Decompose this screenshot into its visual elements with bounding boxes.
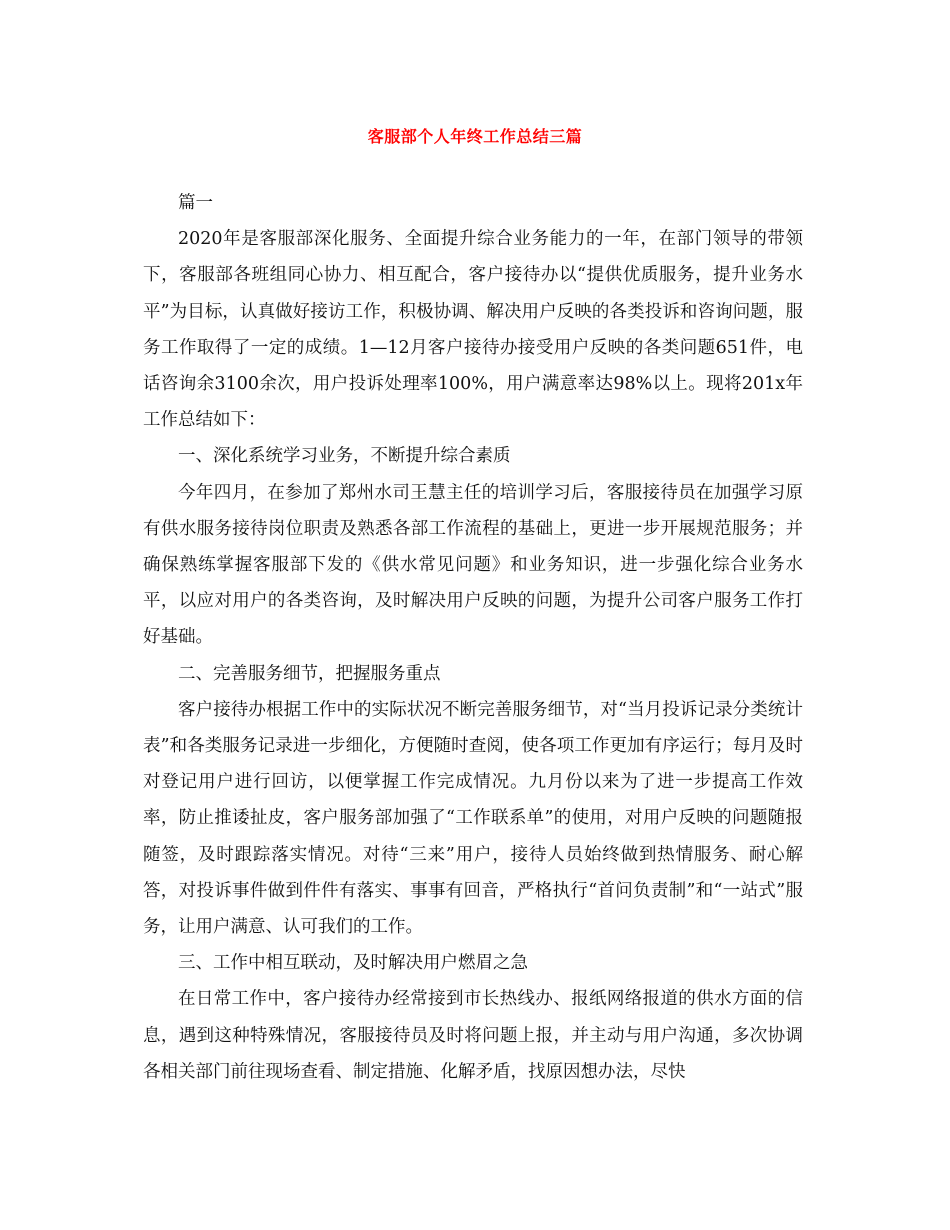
paragraph-section-2: 客户接待办根据工作中的实际状况不断完善服务细节，对“当月投诉记录分类统计表”和各类服务记录进一步细化，方便随时查阅，使各项工作更加有序运行；每月及时对登记用户进行回访，以便掌握工作完成情况。九月份以来为了进一步提高工作效率，防止推诿扯皮，客户服务部加强了“工作联系单”的使用，对用户反映的问题随报随签，及时跟踪落实情况。对待“三来”用户，接待人员始终做到热情服务、耐心解答，对投诉事件做到件件有落实、事事有回音，严格执行“首问负责制”和“一站式”服务，让用户满意、认可我们的工作。 (143, 699, 803, 938)
paragraph-section-1: 今年四月，在参加了郑州水司王慧主任的培训学习后，客服接待员在加强学习原有供水服务接待岗位职责及熟悉各部工作流程的基础上，更进一步开展规范服务；并确保熟练掌握客服部下发的《供水常见问题》和业务知识，进一步强化综合业务水平，以应对用户的各类咨询，及时解决用户反映的问题，为提升公司客户服务工作打好基础。 (143, 482, 803, 648)
document-body (143, 185, 803, 1090)
paragraph-intro: 2020年是客服部深化服务、全面提升综合业务能力的一年，在部门领导的带领下，客服部各班组同心协力、相互配合，客户接待办以“提供优质服务，提升业务水平”为目标，认真做好接访工作，积极协调、解决用户反映的各类投诉和咨询问题，服务工作取得了一定的成绩。1—12月客户接待办接受用户反映的各类问题651件，电话咨询余3100余次，用户投诉处理率100%，用户满意率达98%以上。现将201x年工作总结如下： (143, 229, 803, 431)
section-heading-2: 二、完善服务细节，把握服务重点 (178, 663, 441, 684)
document-title: 客服部个人年终工作总结三篇 (367, 127, 583, 146)
section-heading-part-one: 篇一 (178, 193, 213, 213)
paragraph-section-3: 在日常工作中，客户接待办经常接到市长热线办、报纸网络报道的供水方面的信息，遇到这种特殊情况，客服接待员及时将问题上报，并主动与用户沟通，多次协调各相关部门前往现场查看、制定措施、化解矛盾，找原因想办法，尽快 (143, 989, 803, 1082)
section-heading-3: 三、工作中相互联动，及时解决用户燃眉之急 (178, 953, 528, 974)
section-heading-1: 一、深化系统学习业务，不断提升综合素质 (178, 446, 511, 467)
